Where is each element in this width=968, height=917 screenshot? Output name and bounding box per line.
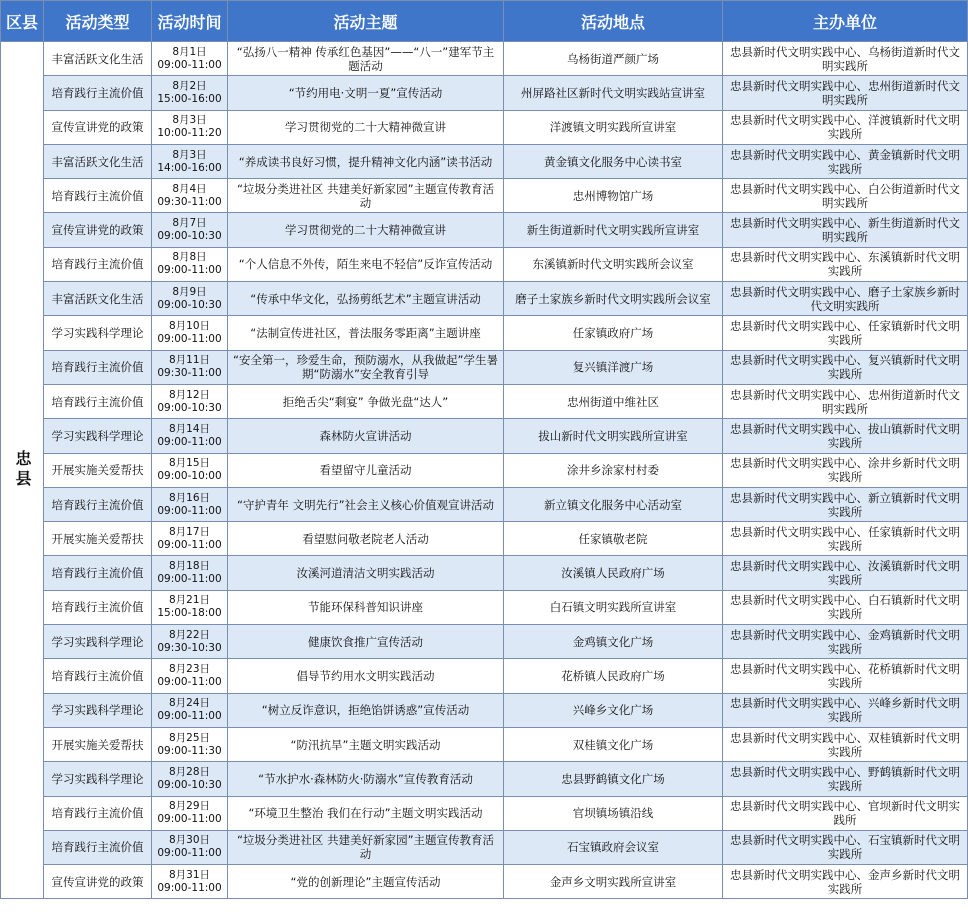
table-row xyxy=(1,247,968,281)
activity-theme-cell: “垃圾分类进社区 共建美好新家园”主题宣传教育活动 xyxy=(228,179,504,213)
activity-place-cell: 任家镇敬老院 xyxy=(504,522,723,556)
activity-theme-cell: 看望留守儿童活动 xyxy=(228,453,504,487)
activity-theme-cell: “防汛抗旱”主题文明实践活动 xyxy=(228,727,504,761)
activity-place-cell: 黄金镇文化服务中心读书室 xyxy=(504,144,723,178)
activity-type-cell: 培育践行主流价值 xyxy=(44,556,152,590)
organizer-cell: 忠县新时代文明实践中心、官坝新时代文明实践所 xyxy=(723,796,968,830)
organizer-cell: 忠县新时代文明实践中心、忠州街道新时代文明实践所 xyxy=(723,384,968,418)
activity-hours: 09:00-11:00 xyxy=(157,58,222,71)
activity-hours: 09:00-11:00 xyxy=(157,710,222,723)
activity-place-cell: 双桂镇文化广场 xyxy=(504,727,723,761)
activity-hours: 09:00-10:30 xyxy=(157,230,222,243)
organizer-cell: 忠县新时代文明实践中心、东溪镇新时代文明实践所 xyxy=(723,247,968,281)
activity-place-cell: 任家镇政府广场 xyxy=(504,316,723,350)
activity-type-cell: 培育践行主流价值 xyxy=(44,384,152,418)
activity-type-cell: 开展实施关爱帮扶 xyxy=(44,522,152,556)
activity-type-cell: 丰富活跃文化生活 xyxy=(44,282,152,316)
table-row xyxy=(1,213,968,247)
header-activity-time: 活动时间 xyxy=(152,1,228,42)
activity-place-cell: 忠县野鹤镇文化广场 xyxy=(504,762,723,796)
activity-theme-cell: “弘扬八一精神 传承红色基因”——“八一”建军节主题活动 xyxy=(228,42,504,76)
activity-date: 8月30日 xyxy=(168,834,211,847)
table-row xyxy=(1,487,968,521)
activity-place-cell: 磨子土家族乡新时代文明实践所会议室 xyxy=(504,282,723,316)
activity-date: 8月11日 xyxy=(168,354,211,367)
organizer-cell: 忠县新时代文明实践中心、白公街道新时代文明实践所 xyxy=(723,179,968,213)
organizer-cell: 忠县新时代文明实践中心、金声乡新时代文明实践所 xyxy=(723,865,968,899)
activity-type-cell: 宣传宣讲党的政策 xyxy=(44,865,152,899)
table-row xyxy=(1,316,968,350)
activity-theme-cell: “守护青年 文明先行”社会主义核心价值观宣讲活动 xyxy=(228,487,504,521)
activity-date: 8月4日 xyxy=(172,182,207,195)
activity-time-cell xyxy=(152,213,228,247)
activity-date: 8月15日 xyxy=(168,457,211,470)
organizer-cell: 忠县新时代文明实践中心、任家镇新时代文明实践所 xyxy=(723,522,968,556)
activity-theme-cell: “传承中华文化，弘扬剪纸艺术”主题宣讲活动 xyxy=(228,282,504,316)
activity-time-cell xyxy=(152,42,228,76)
activity-type-cell: 学习实践科学理论 xyxy=(44,693,152,727)
activity-place-cell: 金声乡文明实践所宣讲室 xyxy=(504,865,723,899)
header-county: 区县 xyxy=(1,1,44,42)
activity-date: 8月1日 xyxy=(172,45,207,58)
activity-hours: 09:00-11:00 xyxy=(157,881,222,894)
activity-place-cell: 白石镇文明实践所宣讲室 xyxy=(504,590,723,624)
activity-place-cell: 忠州街道中维社区 xyxy=(504,384,723,418)
activity-time-cell xyxy=(152,796,228,830)
activity-place-cell: 花桥镇人民政府广场 xyxy=(504,659,723,693)
organizer-cell: 忠县新时代文明实践中心、涂井乡新时代文明实践所 xyxy=(723,453,968,487)
activity-date: 8月24日 xyxy=(168,697,211,710)
activity-date: 8月29日 xyxy=(168,800,211,813)
activity-date: 8月18日 xyxy=(168,560,211,573)
activity-hours: 09:00-10:30 xyxy=(157,298,222,311)
table-row xyxy=(1,830,968,864)
activity-theme-cell: 学习贯彻党的二十大精神微宣讲 xyxy=(228,213,504,247)
activity-place-cell: 州屏路社区新时代文明实践站宣讲室 xyxy=(504,76,723,110)
header-activity-place: 活动地点 xyxy=(504,1,723,42)
activity-date: 8月2日 xyxy=(172,79,207,92)
activity-place-cell: 东溪镇新时代文明实践所会议室 xyxy=(504,247,723,281)
organizer-cell: 忠县新时代文明实践中心、洋渡镇新时代文明实践所 xyxy=(723,110,968,144)
organizer-cell: 忠县新时代文明实践中心、磨子土家族乡新时代文明实践所 xyxy=(723,282,968,316)
activity-theme-cell: “养成读书良好习惯，提升精神文化内涵”读书活动 xyxy=(228,144,504,178)
activity-date: 8月21日 xyxy=(168,594,211,607)
organizer-cell: 忠县新时代文明实践中心、忠州街道新时代文明实践所 xyxy=(723,76,968,110)
activity-date: 8月9日 xyxy=(172,285,207,298)
table-row xyxy=(1,762,968,796)
activity-theme-cell: 倡导节约用水文明实践活动 xyxy=(228,659,504,693)
organizer-cell: 忠县新时代文明实践中心、白石镇新时代文明实践所 xyxy=(723,590,968,624)
activity-time-cell xyxy=(152,762,228,796)
activity-type-cell: 丰富活跃文化生活 xyxy=(44,144,152,178)
activity-type-cell: 丰富活跃文化生活 xyxy=(44,42,152,76)
header-activity-theme: 活动主题 xyxy=(228,1,504,42)
activity-type-cell: 开展实施关爱帮扶 xyxy=(44,727,152,761)
activity-date: 8月28日 xyxy=(168,765,211,778)
activity-time-cell xyxy=(152,625,228,659)
activity-theme-cell: 学习贯彻党的二十大精神微宣讲 xyxy=(228,110,504,144)
activity-type-cell: 培育践行主流价值 xyxy=(44,350,152,384)
activity-type-cell: 开展实施关爱帮扶 xyxy=(44,453,152,487)
activity-place-cell: 忠州博物馆广场 xyxy=(504,179,723,213)
activity-date: 8月22日 xyxy=(168,628,211,641)
organizer-cell: 忠县新时代文明实践中心、金鸡镇新时代文明实践所 xyxy=(723,625,968,659)
activity-time-cell xyxy=(152,659,228,693)
activity-hours: 09:30-11:00 xyxy=(157,195,222,208)
organizer-cell: 忠县新时代文明实践中心、任家镇新时代文明实践所 xyxy=(723,316,968,350)
activity-place-cell: 汝溪镇人民政府广场 xyxy=(504,556,723,590)
organizer-cell: 忠县新时代文明实践中心、乌杨街道新时代文明实践所 xyxy=(723,42,968,76)
activity-place-cell: 石宝镇政府会议室 xyxy=(504,830,723,864)
activity-date: 8月7日 xyxy=(172,217,207,230)
table-row xyxy=(1,282,968,316)
activity-date: 8月25日 xyxy=(168,731,211,744)
activity-type-cell: 宣传宣讲党的政策 xyxy=(44,213,152,247)
activity-place-cell: 兴峰乡文化广场 xyxy=(504,693,723,727)
activity-time-cell xyxy=(152,179,228,213)
activity-theme-cell: “法制宣传进社区，普法服务零距离”主题讲座 xyxy=(228,316,504,350)
activity-hours: 14:00-16:00 xyxy=(157,161,222,174)
activity-time-cell xyxy=(152,693,228,727)
activity-time-cell xyxy=(152,556,228,590)
activity-theme-cell: “个人信息不外传，陌生来电不轻信”反诈宣传活动 xyxy=(228,247,504,281)
activity-time-cell xyxy=(152,419,228,453)
activity-time-cell xyxy=(152,590,228,624)
activity-hours: 09:00-10:00 xyxy=(157,470,222,483)
activity-hours: 09:00-11:00 xyxy=(157,333,222,346)
activity-place-cell: 乌杨街道严颜广场 xyxy=(504,42,723,76)
organizer-cell: 忠县新时代文明实践中心、新生街道新时代文明实践所 xyxy=(723,213,968,247)
activity-type-cell: 培育践行主流价值 xyxy=(44,487,152,521)
activity-time-cell xyxy=(152,522,228,556)
activity-place-cell: 拔山新时代文明实践所宣讲室 xyxy=(504,419,723,453)
activity-hours: 09:00-11:00 xyxy=(157,264,222,277)
organizer-cell: 忠县新时代文明实践中心、兴峰乡新时代文明实践所 xyxy=(723,693,968,727)
activity-hours: 09:00-11:30 xyxy=(157,744,222,757)
activity-date: 8月31日 xyxy=(168,868,211,881)
activity-hours: 09:00-11:00 xyxy=(157,573,222,586)
activity-type-cell: 培育践行主流价值 xyxy=(44,179,152,213)
activity-place-cell: 复兴镇洋渡广场 xyxy=(504,350,723,384)
activity-time-cell xyxy=(152,830,228,864)
activity-time-cell xyxy=(152,453,228,487)
activity-time-cell xyxy=(152,487,228,521)
activity-type-cell: 培育践行主流价值 xyxy=(44,830,152,864)
activity-time-cell xyxy=(152,76,228,110)
table-row xyxy=(1,384,968,418)
activity-hours: 09:00-11:00 xyxy=(157,504,222,517)
activity-time-cell xyxy=(152,865,228,899)
activity-type-cell: 学习实践科学理论 xyxy=(44,316,152,350)
organizer-cell: 忠县新时代文明实践中心、黄金镇新时代文明实践所 xyxy=(723,144,968,178)
activity-type-cell: 培育践行主流价值 xyxy=(44,76,152,110)
table-row xyxy=(1,693,968,727)
activity-theme-cell: “树立反诈意识，拒绝馅饼诱惑”宣传活动 xyxy=(228,693,504,727)
activity-theme-cell: “节约用电·文明一夏”宣传活动 xyxy=(228,76,504,110)
table-header xyxy=(1,1,968,42)
activity-theme-cell: “垃圾分类进社区 共建美好新家园”主题宣传教育活动 xyxy=(228,830,504,864)
table-row xyxy=(1,556,968,590)
table-row xyxy=(1,179,968,213)
activity-date: 8月3日 xyxy=(172,114,207,127)
activity-hours: 09:30-11:00 xyxy=(157,367,222,380)
activity-date: 8月12日 xyxy=(168,388,211,401)
activity-theme-cell: 看望慰问敬老院老人活动 xyxy=(228,522,504,556)
activity-theme-cell: “环境卫生整治 我们在行动”主题文明实践活动 xyxy=(228,796,504,830)
organizer-cell: 忠县新时代文明实践中心、石宝镇新时代文明实践所 xyxy=(723,830,968,864)
activity-type-cell: 宣传宣讲党的政策 xyxy=(44,110,152,144)
activity-place-cell: 官坝镇场镇沿线 xyxy=(504,796,723,830)
activity-theme-cell: “节水护水·森林防火·防溺水”宣传教育活动 xyxy=(228,762,504,796)
activity-place-cell: 洋渡镇文明实践所宣讲室 xyxy=(504,110,723,144)
activity-time-cell xyxy=(152,110,228,144)
activity-time-cell xyxy=(152,144,228,178)
activity-place-cell: 新生街道新时代文明实践所宣讲室 xyxy=(504,213,723,247)
organizer-cell: 忠县新时代文明实践中心、野鹤镇新时代文明实践所 xyxy=(723,762,968,796)
table-row xyxy=(1,865,968,899)
activity-type-cell: 学习实践科学理论 xyxy=(44,419,152,453)
activity-date: 8月17日 xyxy=(168,525,211,538)
organizer-cell: 忠县新时代文明实践中心、复兴镇新时代文明实践所 xyxy=(723,350,968,384)
activity-date: 8月23日 xyxy=(168,662,211,675)
activity-hours: 09:00-11:00 xyxy=(157,847,222,860)
activity-theme-cell: 森林防火宣讲活动 xyxy=(228,419,504,453)
activity-hours: 09:00-11:00 xyxy=(157,675,222,688)
activity-date: 8月8日 xyxy=(172,251,207,264)
table-row xyxy=(1,144,968,178)
activity-hours: 10:00-11:20 xyxy=(157,127,222,140)
table-row xyxy=(1,727,968,761)
table-row xyxy=(1,42,968,76)
table-row xyxy=(1,590,968,624)
activity-theme-cell: “党的创新理论”主题宣传活动 xyxy=(228,865,504,899)
activity-date: 8月10日 xyxy=(168,320,211,333)
activity-time-cell xyxy=(152,282,228,316)
activity-type-cell: 培育践行主流价值 xyxy=(44,796,152,830)
table-row xyxy=(1,110,968,144)
activity-theme-cell: “安全第一，珍爱生命，预防溺水，从我做起”学生暑期“防溺水”安全教育引导 xyxy=(228,350,504,384)
county-cell: 忠县 xyxy=(1,42,44,899)
header-organizer: 主办单位 xyxy=(723,1,968,42)
activity-type-cell: 培育践行主流价值 xyxy=(44,247,152,281)
activity-place-cell: 金鸡镇文化广场 xyxy=(504,625,723,659)
activity-hours: 09:00-10:30 xyxy=(157,778,222,791)
activity-theme-cell: 拒绝舌尖“剩宴” 争做光盘“达人” xyxy=(228,384,504,418)
activity-hours: 09:00-11:00 xyxy=(157,538,222,551)
activity-place-cell: 新立镇文化服务中心活动室 xyxy=(504,487,723,521)
activity-type-cell: 学习实践科学理论 xyxy=(44,625,152,659)
activity-time-cell xyxy=(152,316,228,350)
activity-type-cell: 培育践行主流价值 xyxy=(44,659,152,693)
table-row xyxy=(1,419,968,453)
activity-hours: 15:00-16:00 xyxy=(157,92,222,105)
activity-theme-cell: 汝溪河道清洁文明实践活动 xyxy=(228,556,504,590)
table-row xyxy=(1,453,968,487)
table-row xyxy=(1,76,968,110)
table-row xyxy=(1,625,968,659)
activity-time-cell xyxy=(152,350,228,384)
activity-date: 8月3日 xyxy=(172,148,207,161)
activity-date: 8月14日 xyxy=(168,422,211,435)
activity-place-cell: 涂井乡涂家村村委 xyxy=(504,453,723,487)
activity-type-cell: 学习实践科学理论 xyxy=(44,762,152,796)
organizer-cell: 忠县新时代文明实践中心、双桂镇新时代文明实践所 xyxy=(723,727,968,761)
table-row xyxy=(1,522,968,556)
table-body xyxy=(1,42,968,899)
activity-theme-cell: 健康饮食推广宣传活动 xyxy=(228,625,504,659)
activity-hours: 15:00-18:00 xyxy=(157,607,222,620)
activity-time-cell xyxy=(152,384,228,418)
header-activity-type: 活动类型 xyxy=(44,1,152,42)
activity-time-cell xyxy=(152,727,228,761)
activity-hours: 09:00-10:30 xyxy=(157,401,222,414)
activity-hours: 09:30-10:30 xyxy=(157,641,222,654)
activity-hours: 09:00-11:00 xyxy=(157,435,222,448)
activity-type-cell: 培育践行主流价值 xyxy=(44,590,152,624)
table-row xyxy=(1,659,968,693)
activity-hours: 09:00-11:00 xyxy=(157,813,222,826)
organizer-cell: 忠县新时代文明实践中心、花桥镇新时代文明实践所 xyxy=(723,659,968,693)
organizer-cell: 忠县新时代文明实践中心、汝溪镇新时代文明实践所 xyxy=(723,556,968,590)
organizer-cell: 忠县新时代文明实践中心、新立镇新时代文明实践所 xyxy=(723,487,968,521)
activity-time-cell xyxy=(152,247,228,281)
activity-date: 8月16日 xyxy=(168,491,211,504)
organizer-cell: 忠县新时代文明实践中心、拔山镇新时代文明实践所 xyxy=(723,419,968,453)
table-row xyxy=(1,796,968,830)
table-row xyxy=(1,350,968,384)
activity-theme-cell: 节能环保科普知识讲座 xyxy=(228,590,504,624)
